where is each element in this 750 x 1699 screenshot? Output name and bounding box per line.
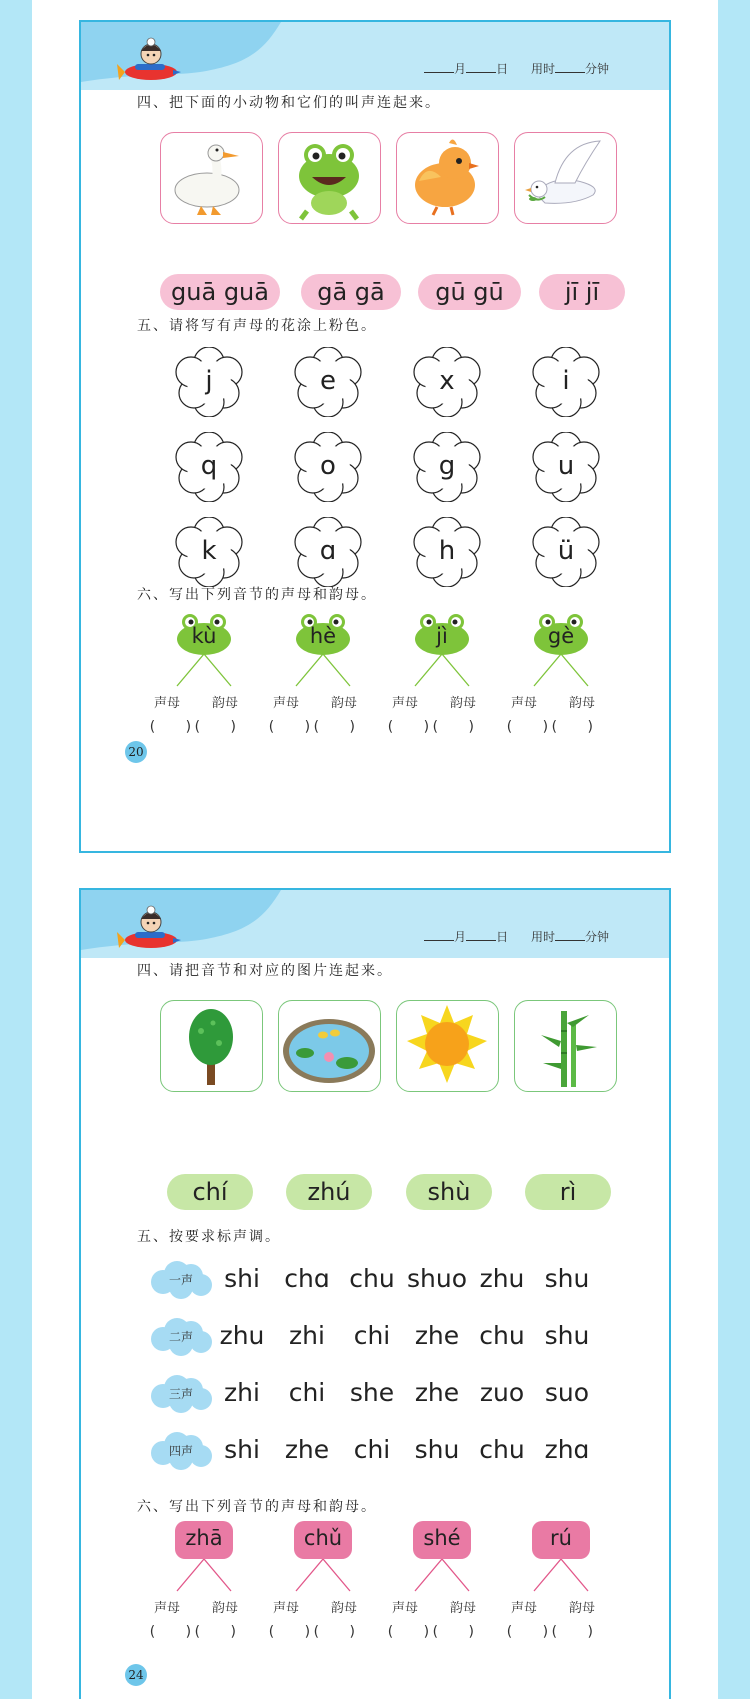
flower-8[interactable] (531, 432, 601, 502)
yunmu-answer-blank[interactable]: ( ) (311, 1624, 357, 1640)
frog-syllable-4 (533, 612, 589, 656)
worksheet-page-2 (79, 888, 671, 1699)
flower-2[interactable] (293, 347, 363, 417)
right-sidebar (718, 0, 750, 1699)
tone-label-cloud (149, 1374, 213, 1414)
worksheet-page-1 (79, 20, 671, 853)
yunmu-label: 韵母 (450, 1601, 477, 1616)
yunmu-answer-blank[interactable]: ( ) (430, 1624, 476, 1640)
split-lines-icon (407, 1559, 477, 1593)
frog-icon (279, 133, 379, 222)
shengmu-answer-blank[interactable]: ( ) (267, 1624, 312, 1640)
tone-word[interactable]: chu (479, 1321, 525, 1350)
tone-label: 二声 (168, 1330, 193, 1344)
tone-word[interactable]: zhu (219, 1321, 265, 1350)
syllable-pill-3[interactable]: shù (406, 1174, 492, 1210)
shengmu-label: 声母 (392, 696, 419, 711)
tone-word[interactable]: zhe (414, 1378, 460, 1407)
page-number: 20 (125, 741, 147, 763)
answer-blanks (267, 1621, 357, 1641)
shengmu-answer-blank[interactable]: ( ) (505, 719, 550, 735)
shengmu-answer-blank[interactable]: ( ) (505, 1624, 550, 1640)
flower-letter: h (438, 536, 456, 566)
flower-letter: k (201, 536, 217, 566)
tone-label: 四声 (168, 1444, 193, 1458)
tone-word[interactable]: zhi (289, 1321, 325, 1350)
frog-syllable-2 (295, 612, 351, 656)
syllable-text: jì (436, 624, 448, 648)
flower-11[interactable] (412, 517, 482, 587)
yunmu-label: 韵母 (331, 696, 358, 711)
tone-word[interactable]: zuo (479, 1378, 525, 1407)
dove-picture[interactable] (514, 132, 617, 224)
tone-word[interactable]: zhu (479, 1264, 525, 1293)
syllable-text: chǔ (303, 1526, 343, 1550)
syllable-text: rú (550, 1526, 572, 1550)
yunmu-answer-blank[interactable]: ( ) (192, 1624, 238, 1640)
left-sidebar (0, 0, 32, 1699)
tree-picture[interactable] (160, 1000, 263, 1092)
frog-syllable-3 (414, 612, 470, 656)
answer-blanks (267, 716, 357, 736)
split-lines-icon (526, 1559, 596, 1593)
tone-word[interactable]: chu (349, 1264, 395, 1293)
section4-title: 四、请把音节和对应的图片连起来。 (137, 963, 393, 979)
shengmu-label: 声母 (273, 696, 300, 711)
flower-letter: j (205, 366, 213, 396)
flower-letter: o (320, 451, 336, 481)
rocket-astronaut-icon (115, 34, 185, 86)
flower-10[interactable] (293, 517, 363, 587)
tone-word[interactable]: shi (224, 1264, 260, 1293)
tone-word[interactable]: chi (353, 1435, 391, 1464)
shengmu-label: 声母 (273, 1601, 300, 1616)
split-lines-icon (288, 654, 358, 688)
tone-word[interactable]: zhe (284, 1435, 330, 1464)
chick-picture[interactable] (396, 132, 499, 224)
shengmu-label: 声母 (154, 1601, 181, 1616)
syllable-card-1 (175, 1521, 233, 1559)
page-header (81, 22, 669, 90)
flower-letter: i (562, 366, 570, 396)
flower-letter: u (557, 451, 575, 481)
section6-title: 六、写出下列音节的声母和韵母。 (137, 587, 377, 603)
tone-word[interactable]: chi (288, 1378, 326, 1407)
yunmu-label: 韵母 (569, 696, 596, 711)
flower-letter: q (200, 451, 218, 481)
tone-word[interactable]: chi (353, 1321, 391, 1350)
syllable-card-2 (294, 1521, 352, 1559)
tone-word[interactable]: shu (544, 1264, 590, 1293)
bamboo-icon (515, 1001, 615, 1090)
yunmu-answer-blank[interactable]: ( ) (430, 719, 476, 735)
tone-word[interactable]: zhɑ (544, 1435, 590, 1464)
yunmu-label: 韵母 (212, 1601, 239, 1616)
yunmu-answer-blank[interactable]: ( ) (549, 1624, 595, 1640)
duck-picture[interactable] (160, 132, 263, 224)
syllable-text: gè (547, 624, 575, 648)
answer-blanks (386, 1621, 476, 1641)
flower-1[interactable] (174, 347, 244, 417)
flower-5[interactable] (174, 432, 244, 502)
section5-title: 五、请将写有声母的花涂上粉色。 (137, 318, 377, 334)
tone-word[interactable]: shuo (407, 1264, 468, 1293)
flower-9[interactable] (174, 517, 244, 587)
answer-blanks (386, 716, 476, 736)
tone-label-cloud (149, 1431, 213, 1471)
flower-4[interactable] (531, 347, 601, 417)
tone-word[interactable]: zhi (224, 1378, 260, 1407)
sound-pill-4[interactable]: jī jī (539, 274, 625, 310)
date-line: 月 日 用时 分钟 (424, 928, 609, 945)
sound-pill-1[interactable]: guā guā (160, 274, 280, 310)
flower-letter: e (320, 366, 336, 396)
rocket-astronaut-icon (115, 902, 185, 954)
split-lines-icon (288, 1559, 358, 1593)
shengmu-label: 声母 (392, 1601, 419, 1616)
sun-picture[interactable] (396, 1000, 499, 1092)
flower-letter: ɑ (319, 536, 337, 566)
tone-label-cloud (149, 1260, 213, 1300)
yunmu-answer-blank[interactable]: ( ) (549, 719, 595, 735)
duck-icon (161, 133, 261, 222)
yunmu-answer-blank[interactable]: ( ) (311, 719, 357, 735)
yunmu-label: 韵母 (212, 696, 239, 711)
shengmu-label: 声母 (511, 1601, 538, 1616)
yunmu-answer-blank[interactable]: ( ) (192, 719, 238, 735)
syllable-text: hè (309, 624, 337, 648)
shengmu-answer-blank[interactable]: ( ) (148, 719, 193, 735)
tone-word[interactable]: she (349, 1378, 395, 1407)
tree-icon (161, 1001, 261, 1090)
syllable-card-4 (532, 1521, 590, 1559)
flower-3[interactable] (412, 347, 482, 417)
shengmu-answer-blank[interactable]: ( ) (267, 719, 312, 735)
shengmu-label: 声母 (154, 696, 181, 711)
answer-blanks (148, 1621, 238, 1641)
pond-icon (279, 1001, 379, 1090)
yunmu-label: 韵母 (450, 696, 477, 711)
page-header (81, 890, 669, 958)
chick-icon (397, 133, 497, 222)
syllable-pill-2[interactable]: zhú (286, 1174, 372, 1210)
syllable-pill-1[interactable]: chí (167, 1174, 253, 1210)
split-lines-icon (407, 654, 477, 688)
section4-title: 四、把下面的小动物和它们的叫声连起来。 (137, 95, 441, 111)
answer-blanks (505, 716, 595, 736)
page-number: 24 (125, 1664, 147, 1686)
tone-label-cloud (149, 1317, 213, 1357)
shengmu-answer-blank[interactable]: ( ) (386, 719, 431, 735)
flower-6[interactable] (293, 432, 363, 502)
split-lines-icon (526, 654, 596, 688)
flower-letter: ü (557, 536, 575, 566)
bamboo-picture[interactable] (514, 1000, 617, 1092)
date-line: 月 日 用时 分钟 (424, 60, 609, 77)
syllable-text: shé (423, 1526, 461, 1550)
frog-syllable-1 (176, 612, 232, 656)
dove-icon (515, 133, 615, 222)
tone-word[interactable]: chu (479, 1435, 525, 1464)
answer-blanks (505, 1621, 595, 1641)
sound-pill-3[interactable]: gū gū (418, 274, 521, 310)
syllable-text: kù (191, 624, 217, 648)
shengmu-label: 声母 (511, 696, 538, 711)
sound-pill-2[interactable]: gā gā (301, 274, 401, 310)
tone-word[interactable]: shu (414, 1435, 460, 1464)
shengmu-answer-blank[interactable]: ( ) (148, 1624, 193, 1640)
flower-7[interactable] (412, 432, 482, 502)
flower-letter: x (439, 366, 455, 396)
split-lines-icon (169, 654, 239, 688)
flower-12[interactable] (531, 517, 601, 587)
frog-picture[interactable] (278, 132, 381, 224)
syllable-text: zhā (185, 1526, 223, 1550)
tone-label: 一声 (168, 1273, 193, 1287)
tone-label: 三声 (168, 1387, 193, 1401)
flower-letter: g (438, 451, 456, 481)
pond-picture[interactable] (278, 1000, 381, 1092)
split-lines-icon (169, 1559, 239, 1593)
section5-title: 五、按要求标声调。 (137, 1229, 281, 1245)
syllable-pill-4[interactable]: rì (525, 1174, 611, 1210)
yunmu-label: 韵母 (331, 1601, 358, 1616)
section6-title: 六、写出下列音节的声母和韵母。 (137, 1499, 377, 1515)
tone-word[interactable]: shu (544, 1321, 590, 1350)
answer-blanks (148, 716, 238, 736)
tone-word[interactable]: shi (224, 1435, 260, 1464)
sun-icon (397, 1001, 497, 1090)
yunmu-label: 韵母 (569, 1601, 596, 1616)
tone-word[interactable]: chɑ (284, 1264, 330, 1293)
syllable-card-3 (413, 1521, 471, 1559)
shengmu-answer-blank[interactable]: ( ) (386, 1624, 431, 1640)
tone-word[interactable]: zhe (414, 1321, 460, 1350)
tone-word[interactable]: suo (544, 1378, 590, 1407)
